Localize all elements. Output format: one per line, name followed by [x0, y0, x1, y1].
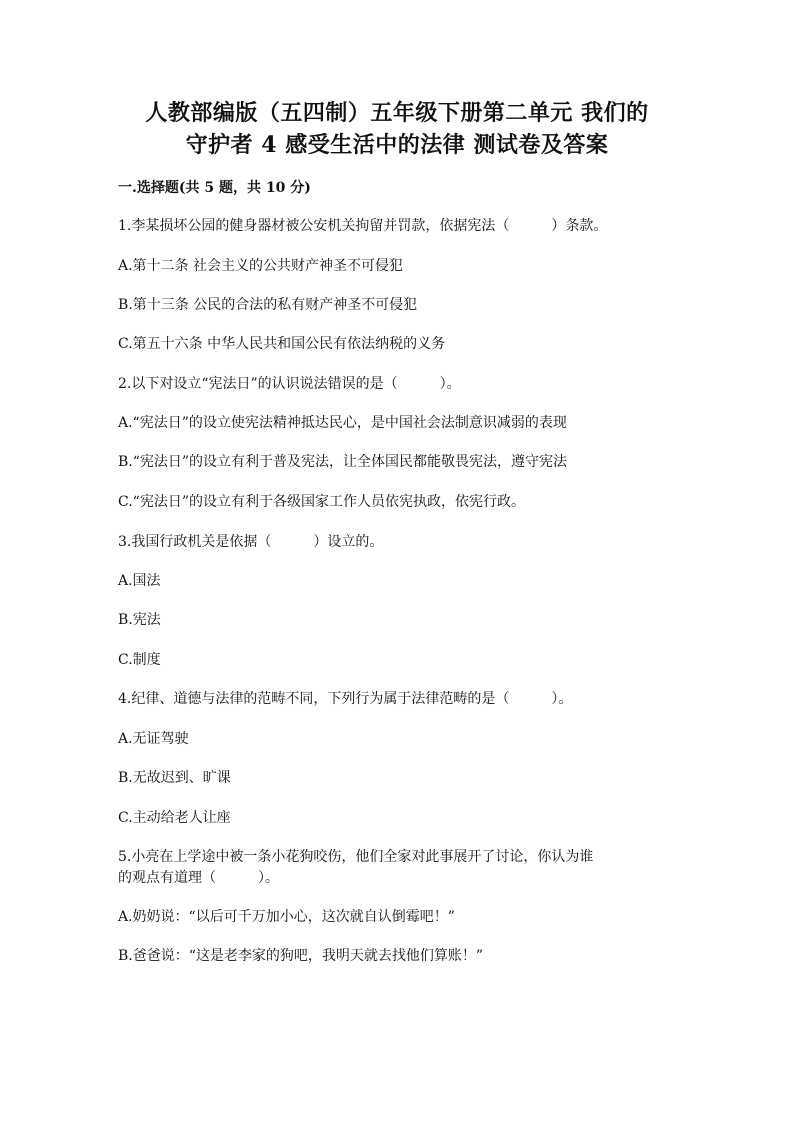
- question-4-option-c: C.主动给老人让座: [118, 810, 231, 826]
- question-1-stem: 1.李某损坏公园的健身器材被公安机关拘留并罚款，依据宪法（ ）条款。: [118, 218, 608, 234]
- question-2-option-a: A.“宪法日”的设立使宪法精神抵达民心，是中国社会法制意识减弱的表现: [118, 415, 567, 431]
- title-line-2: 守护者 4 感受生活中的法律 测试卷及答案: [185, 132, 609, 158]
- question-2-option-b: B.“宪法日”的设立有利于普及宪法，让全体国民都能敬畏宪法，遵守宪法: [118, 454, 568, 470]
- question-1-option-b: B.第十三条 公民的合法的私有财产神圣不可侵犯: [118, 297, 418, 313]
- question-5-option-b: B.爸爸说：“这是老李家的狗吧，我明天就去找他们算账！”: [118, 948, 484, 964]
- question-3-option-a: A.国法: [118, 573, 161, 589]
- section-heading: 一.选择题(共 5 题，共 10 分): [118, 180, 311, 196]
- question-4-stem: 4.纪律、道德与法律的范畴不同，下列行为属于法律范畴的是（ ）。: [118, 691, 573, 707]
- question-4-option-a: A.无证驾驶: [118, 731, 189, 747]
- question-3-stem: 3.我国行政机关是依据（ ）设立的。: [118, 534, 384, 550]
- question-3-option-b: B.宪法: [118, 612, 161, 628]
- question-1-option-a: A.第十二条 社会主义的公共财产神圣不可侵犯: [118, 258, 404, 274]
- question-2-stem: 2.以下对设立“宪法日”的认识说法错误的是（ ）。: [118, 376, 461, 392]
- question-5-stem-continued: 的观点有道理（ ）。: [118, 870, 279, 886]
- question-2-option-c: C.“宪法日”的设立有利于各级国家工作人员依宪执政，依宪行政。: [118, 494, 525, 510]
- question-3-option-c: C.制度: [118, 652, 161, 668]
- question-1-option-c: C.第五十六条 中华人民共和国公民有依法纳税的义务: [118, 336, 446, 352]
- question-5-stem: 5.小亮在上学途中被一条小花狗咬伤，他们全家对此事展开了讨论，你认为谁: [118, 849, 594, 865]
- question-5-option-a: A.奶奶说：“以后可千万加小心，这次就自认倒霉吧！”: [118, 909, 455, 925]
- question-4-option-b: B.无故迟到、旷课: [118, 770, 231, 786]
- title-line-1: 人教部编版（五四制）五年级下册第二单元 我们的: [145, 100, 649, 126]
